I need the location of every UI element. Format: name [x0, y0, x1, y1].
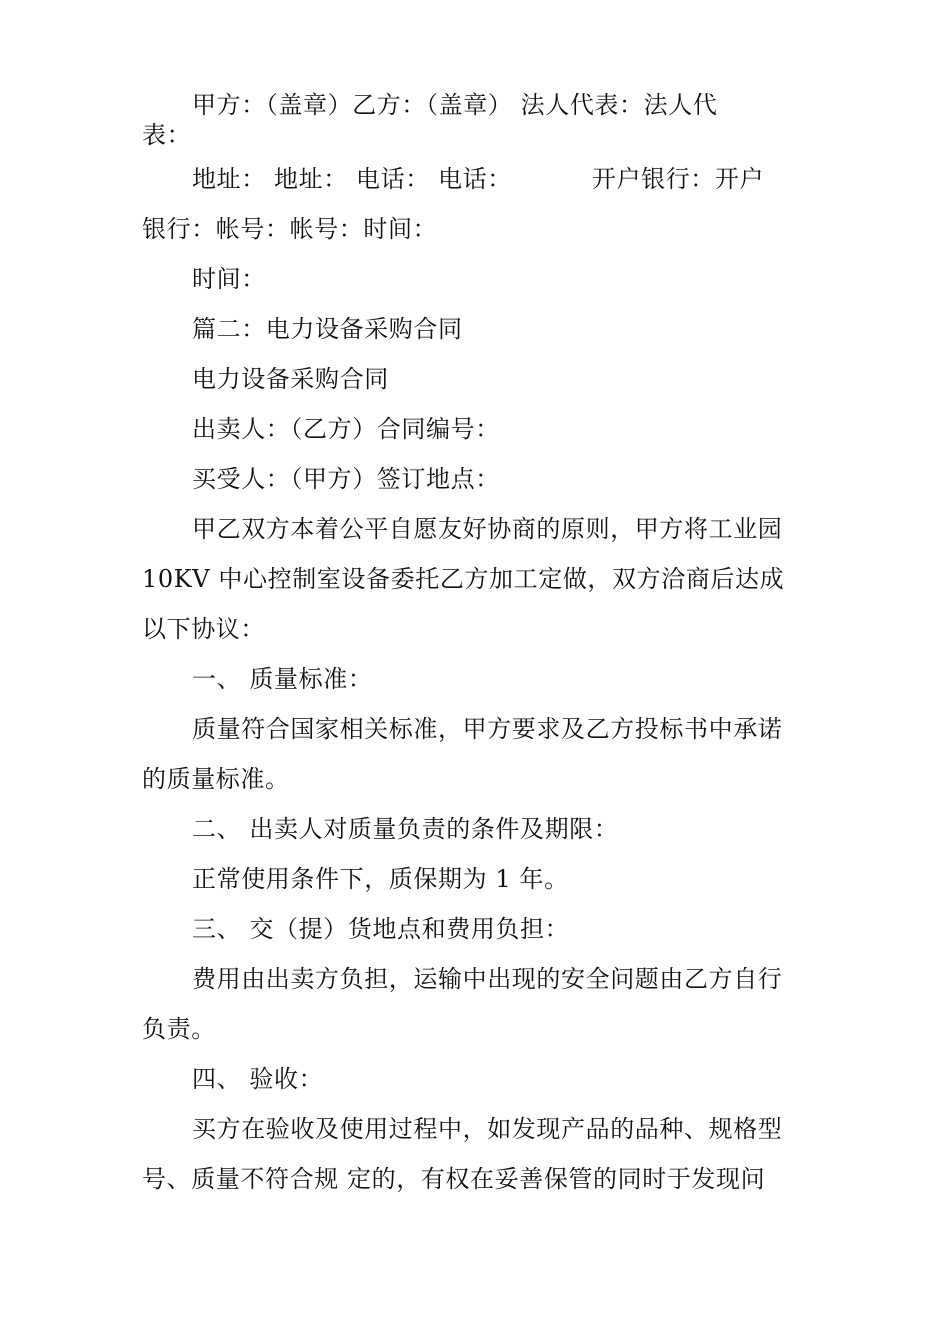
buyer-line: 买受人：（甲方）签订地点：: [192, 465, 500, 493]
clause-4-body: 买方在验收及使用过程中，如发现产品的品种、规格型: [192, 1115, 783, 1143]
clause-4-heading: 四、 验收：: [192, 1065, 324, 1093]
clause-3-body: 费用由出卖方负担，运输中出现的安全问题由乙方自行: [192, 965, 783, 993]
clause-2-heading: 二、 出卖人对质量负责的条件及期限：: [192, 815, 619, 843]
preamble-paragraph-end: 以下协议：: [142, 615, 265, 643]
clause-4-body-cont: 号、质量不符合规 定的，有权在妥善保管的同时于发现问: [142, 1165, 766, 1193]
contract-title: 电力设备采购合同: [192, 365, 389, 393]
address-phone-text: 地址： 地址： 电话： 电话：: [192, 165, 512, 193]
bank-text: 开户银行：开户: [591, 165, 765, 193]
party-signature-line-cont: 表：: [142, 121, 192, 149]
preamble-paragraph: 甲乙双方本着公平自愿友好协商的原则，甲方将工业园: [192, 515, 783, 543]
preamble-paragraph-cont: 10KV 中心控制室设备委托乙方加工定做，双方洽商后达成: [142, 565, 785, 593]
clause-3-body-cont: 负责。: [142, 1015, 216, 1043]
clause-1-body: 质量符合国家相关标准，甲方要求及乙方投标书中承诺: [192, 715, 783, 743]
section-heading: 篇二：电力设备采购合同: [192, 315, 463, 343]
address-phone-line: [0, 164, 950, 194]
party-signature-line: 甲方：（盖章）乙方：（盖章） 法人代表：法人代: [192, 91, 718, 119]
seller-line: 出卖人：（乙方）合同编号：: [192, 415, 500, 443]
clause-1-heading: 一、 质量标准：: [192, 665, 373, 693]
clause-2-body: 正常使用条件下，质保期为 1 年。: [192, 865, 569, 893]
bank-account-line: 银行：帐号：帐号：时间：: [142, 215, 438, 243]
time-line: 时间：: [192, 265, 266, 293]
clause-1-body-cont: 的质量标准。: [142, 765, 290, 793]
clause-3-heading: 三、 交（提）货地点和费用负担：: [192, 915, 570, 943]
